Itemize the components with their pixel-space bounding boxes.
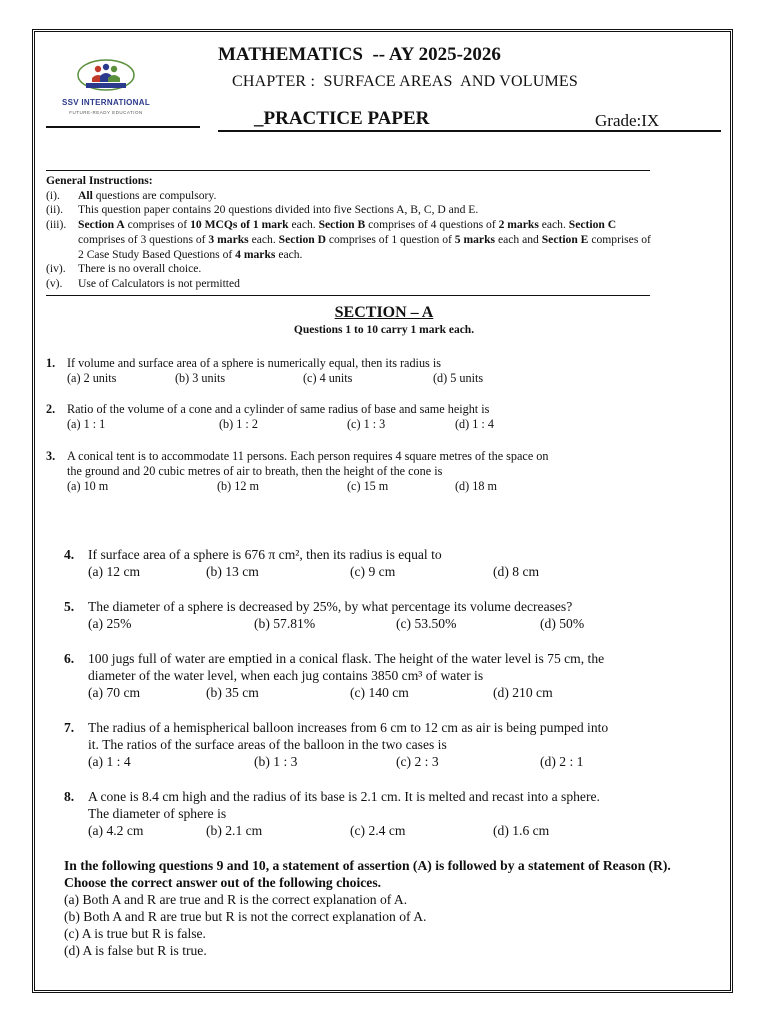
- option-c: (c) 15 m: [347, 479, 389, 493]
- option-c: (c) 53.50%: [396, 616, 457, 631]
- question-6: [64, 650, 714, 701]
- option-d: (d) 2 : 1: [540, 754, 584, 769]
- question-8: [64, 788, 714, 839]
- option-b: (b) 3 units: [175, 371, 226, 385]
- section-subtitle: Questions 1 to 10 carry 1 mark each.: [293, 324, 475, 336]
- instructions-bottom-rule: [46, 295, 650, 296]
- options-row: [67, 479, 666, 494]
- question-text: A conical tent is to accommodate 11 persons. Each person requires 4 square metres of the space on: [67, 449, 549, 463]
- option-c: (c) 140 cm: [350, 685, 409, 700]
- instruction-item: [46, 262, 656, 277]
- option-a: (a) 1 : 1: [67, 417, 106, 431]
- instruction-item: [46, 203, 656, 218]
- section-title: SECTION – A: [334, 304, 434, 321]
- question-text: The diameter of sphere is: [88, 806, 227, 821]
- option-d: (d) 1.6 cm: [493, 823, 550, 838]
- header-rule-left: [46, 126, 200, 128]
- option-b: (b) 2.1 cm: [206, 823, 263, 838]
- instruction-item: [46, 189, 656, 204]
- instruction-number: (v).: [46, 276, 63, 290]
- instruction-item: [46, 218, 656, 262]
- instruction-text: There is no overall choice.: [78, 262, 202, 276]
- assertion-choice-a: (a) Both A and R are true and R is the correct explanation of A.: [64, 892, 408, 907]
- school-tagline: FUTURE-READY EDUCATION: [69, 110, 143, 115]
- options-row: [88, 563, 714, 580]
- options-row: [67, 371, 666, 386]
- option-d: (d) 5 units: [433, 371, 484, 385]
- option-d: (d) 1 : 4: [455, 417, 494, 431]
- assertion-reason-block: [64, 857, 714, 959]
- option-c: (c) 2 : 3: [396, 754, 439, 769]
- school-logo: [46, 58, 166, 122]
- question-text: The radius of a hemispherical balloon increases from 6 cm to 12 cm as air is being pumped into: [88, 720, 609, 735]
- question-3: [46, 449, 666, 494]
- option-c: (c) 4 units: [303, 371, 353, 385]
- question-text: 100 jugs full of water are emptied in a conical flask. The height of the water level is 75 cm, the: [88, 651, 605, 666]
- question-text: If volume and surface area of a sphere is numerically equal, then its radius is: [67, 356, 441, 370]
- option-b: (b) 12 m: [217, 479, 259, 493]
- option-d: (d) 18 m: [455, 479, 497, 493]
- question-text: Ratio of the volume of a cone and a cylinder of same radius of base and same height is: [67, 402, 490, 416]
- question-4: [64, 546, 714, 580]
- general-instructions: [46, 174, 656, 292]
- instruction-text: Use of Calculators is not permitted: [78, 276, 240, 290]
- instruction-text: All questions are compulsory.: [78, 188, 217, 202]
- question-text: it. The ratios of the surface areas of the balloon in the two cases is: [88, 737, 447, 752]
- options-row: [88, 753, 714, 770]
- question-number: 3.: [46, 449, 56, 463]
- school-name: SSV INTERNATIONAL: [61, 98, 151, 107]
- instruction-number: (iv).: [46, 262, 66, 276]
- question-number: 4.: [64, 547, 75, 562]
- question-text: A cone is 8.4 cm high and the radius of its base is 2.1 cm. It is melted and recast into a sphere.: [88, 789, 600, 804]
- option-a: (a) 1 : 4: [88, 754, 131, 769]
- instruction-number: (iii).: [46, 218, 67, 232]
- options-row: [88, 684, 714, 701]
- option-b: (b) 1 : 2: [219, 417, 258, 431]
- options-row: [67, 417, 666, 432]
- question-text: If surface area of a sphere is 676 π cm², then its radius is equal to: [88, 547, 442, 562]
- instructions-heading: General Instructions:: [46, 174, 153, 187]
- question-number: 5.: [64, 599, 75, 614]
- option-a: (a) 2 units: [67, 371, 117, 385]
- option-a: (a) 25%: [88, 616, 132, 631]
- question-text: The diameter of a sphere is decreased by 25%, by what percentage its volume decreases?: [88, 599, 573, 614]
- option-c: (c) 9 cm: [350, 564, 396, 579]
- practice-paper-label: _PRACTICE PAPER: [254, 108, 430, 129]
- option-b: (b) 35 cm: [206, 685, 259, 700]
- option-a: (a) 70 cm: [88, 685, 141, 700]
- option-c: (c) 2.4 cm: [350, 823, 406, 838]
- assertion-choice-c: (c) A is true but R is false.: [64, 926, 206, 941]
- assertion-choice-d: (d) A is false but R is true.: [64, 943, 207, 958]
- paper-title: MATHEMATICS -- AY 2025-2026: [218, 44, 501, 65]
- question-7: [64, 719, 714, 770]
- option-b: (b) 1 : 3: [254, 754, 298, 769]
- option-d: (d) 210 cm: [493, 685, 553, 700]
- instruction-number: (i).: [46, 188, 60, 202]
- instruction-item: [46, 277, 656, 292]
- option-d: (d) 8 cm: [493, 564, 540, 579]
- assertion-intro: In the following questions 9 and 10, a statement of assertion (A) is followed by a statement of Reason (R). Choose the correct answer out of the following choices.: [64, 858, 671, 890]
- question-number: 7.: [64, 720, 75, 735]
- instruction-number: (ii).: [46, 203, 64, 217]
- question-number: 6.: [64, 651, 75, 666]
- option-d: (d) 50%: [540, 616, 585, 631]
- question-2: [46, 402, 666, 432]
- question-number: 1.: [46, 356, 56, 370]
- instruction-text: This question paper contains 20 questions divided into five Sections A, B, C, D and E.: [78, 203, 479, 217]
- school-crest-icon: [74, 58, 138, 92]
- question-number: 8.: [64, 789, 75, 804]
- option-c: (c) 1 : 3: [347, 417, 386, 431]
- question-1: [46, 356, 666, 386]
- option-b: (b) 13 cm: [206, 564, 259, 579]
- option-b: (b) 57.81%: [254, 616, 316, 631]
- chapter-title: CHAPTER : SURFACE AREAS AND VOLUMES: [232, 73, 578, 90]
- question-number: 2.: [46, 402, 56, 416]
- options-row: [88, 615, 714, 632]
- question-text: diameter of the water level, when each jug contains 3850 cm³ of water is: [88, 668, 484, 683]
- assertion-choice-b: (b) Both A and R are true but R is not the correct explanation of A.: [64, 909, 427, 924]
- options-row: [88, 822, 714, 839]
- grade-label: Grade:IX: [595, 111, 660, 130]
- option-a: (a) 10 m: [67, 479, 109, 493]
- instructions-top-rule: [46, 170, 650, 171]
- question-5: [64, 598, 714, 632]
- option-a: (a) 12 cm: [88, 564, 141, 579]
- option-a: (a) 4.2 cm: [88, 823, 144, 838]
- question-text: the ground and 20 cubic metres of air to breath, then the height of the cone is: [67, 464, 443, 478]
- instruction-text: Section A comprises of 10 MCQs of 1 mark each. Section B comprises of 4 questions of 2 marks each. Section C comprises of 3 questions of 3 marks each. Section D comprises of 1 question of 5 marks each and Section E comprises of 2 Case Study Based Questions of 4 marks each.: [78, 218, 651, 261]
